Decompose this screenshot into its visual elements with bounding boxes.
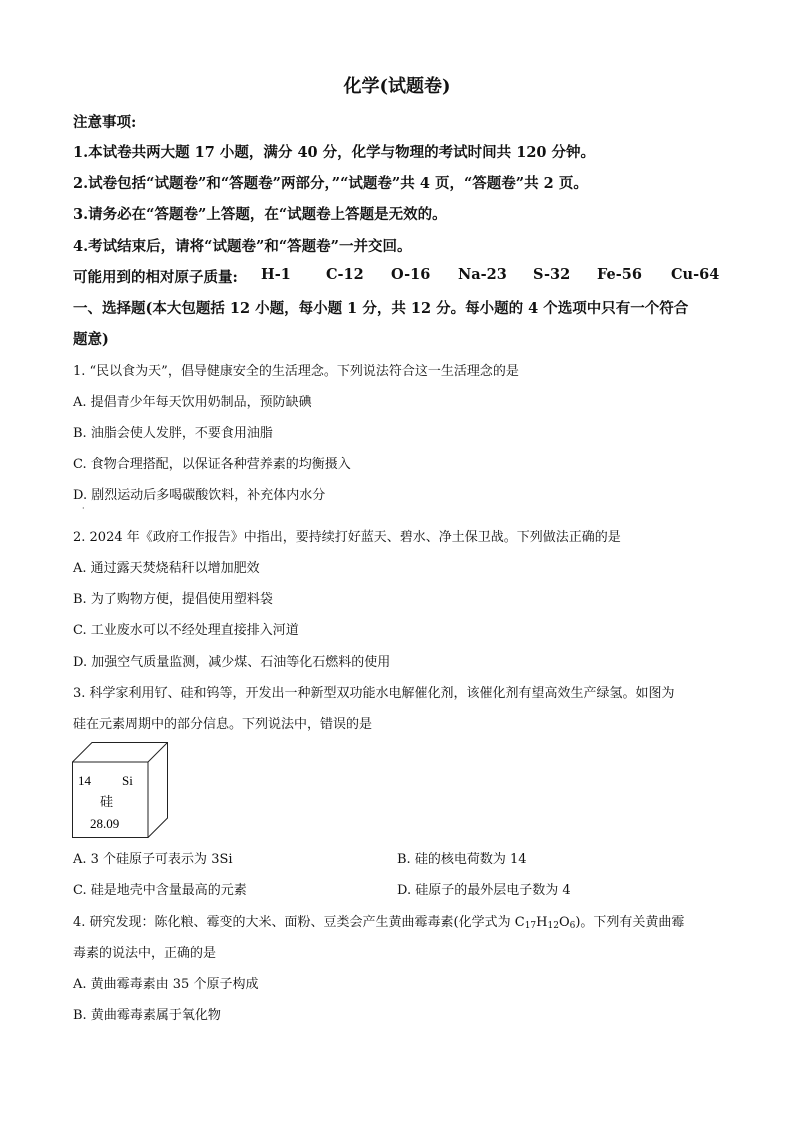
q3-option-a: A. 3 个硅原子可表示为 3Si — [73, 852, 233, 867]
notice-item-4: 4.考试结束后，请将“试题卷”和“答题卷”一并交回。 — [73, 238, 412, 255]
q1-option-d: D. 剧烈运动后多喝碳酸饮料，补充体内水分 — [73, 488, 326, 503]
atomic-mass-o: O-16 — [391, 266, 431, 283]
q2-option-b: B. 为了购物方便，提倡使用塑料袋 — [73, 592, 273, 607]
notice-heading: 注意事项: — [73, 114, 137, 131]
notice-item-3: 3.请务必在“答题卷”上答题，在“试题卷上答题是无效的。 — [73, 206, 447, 223]
q2-stem: 2. 2024 年《政府工作报告》中指出，要持续打好蓝天、碧水、净土保卫战。下列做法正确的是 — [73, 530, 621, 545]
atomic-mass-cu: Cu-64 — [671, 266, 720, 283]
silicon-element-cell — [72, 742, 168, 838]
notice-item-1: 1.本试卷共两大题 17 小题，满分 40 分，化学与物理的考试时间共 120 分钟。 — [73, 144, 596, 161]
q4-formula-sub-o: 6 — [569, 921, 576, 931]
stray-dot-mark: · — [82, 504, 85, 513]
atomic-mass-na: Na-23 — [458, 266, 507, 283]
q3-stem-cont: 硅在元素周期中的部分信息。下列说法中，错误的是 — [73, 717, 373, 732]
q4-stem-text: 4. 研究发现：陈化粮、霉变的大米、面粉、豆类会产生黄曲霉毒素(化学式为 C — [73, 915, 525, 930]
q3-stem: 3. 科学家利用钌、硅和钨等，开发出一种新型双功能水电解催化剂，该催化剂有望高效生产绿氢。如图为 — [73, 686, 675, 701]
q4-option-a: A. 黄曲霉毒素由 35 个原子构成 — [73, 977, 259, 992]
atomic-mass-s: S-32 — [533, 266, 571, 283]
q4-formula-h: H — [536, 915, 548, 930]
q4-formula-sub-c: 17 — [524, 921, 537, 931]
q2-option-d: D. 加强空气质量监测，减少煤、石油等化石燃料的使用 — [73, 655, 391, 670]
element-symbol: Si — [122, 773, 133, 788]
q4-formula-sub-h: 12 — [547, 921, 559, 931]
page-title: 化学(试题卷) — [343, 76, 451, 97]
section-heading: 一、选择题(本大包题括 12 小题，每小题 1 分，共 12 分。每小题的 4 个选项中只有一个符合 — [73, 300, 689, 317]
q2-option-a: A. 通过露天焚烧秸秆以增加肥效 — [73, 561, 260, 576]
q4-option-b: B. 黄曲霉毒素属于氧化物 — [73, 1008, 221, 1023]
notice-item-2: 2.试卷包括“试题卷”和“答题卷”两部分，”“试题卷”共 4 页，“答题卷”共 2 页。 — [73, 175, 588, 192]
element-atomic-number: 14 — [78, 773, 91, 788]
q4-stem-cont: 毒素的说法中，正确的是 — [73, 946, 217, 961]
q1-stem: 1. “民以食为天”，倡导健康安全的生活理念。下列说法符合这一生活理念的是 — [73, 364, 519, 379]
q3-option-d: D. 硅原子的最外层电子数为 4 — [397, 883, 571, 898]
q2-option-c: C. 工业废水可以不经处理直接排入河道 — [73, 623, 299, 638]
atomic-masses-label: 可能用到的相对原子质量: — [73, 269, 238, 286]
atomic-mass-c: C-12 — [326, 266, 364, 283]
q3-option-b: B. 硅的核电荷数为 14 — [397, 852, 527, 867]
element-atomic-mass: 28.09 — [90, 816, 120, 831]
q4-stem — [73, 911, 684, 930]
section-heading-cont: 题意) — [73, 331, 109, 348]
q1-option-a: A. 提倡青少年每天饮用奶制品，预防缺碘 — [73, 395, 312, 410]
q4-stem-text-end: )。下列有关黄曲霉 — [575, 915, 685, 930]
q3-option-c: C. 硅是地壳中含量最高的元素 — [73, 883, 247, 898]
atomic-mass-h: H-1 — [261, 266, 291, 283]
q1-option-c: C. 食物合理搭配，以保证各种营养素的均衡摄入 — [73, 457, 351, 472]
q1-option-b: B. 油脂会使人发胖，不要食用油脂 — [73, 426, 273, 441]
element-name: 硅 — [100, 794, 114, 809]
q4-formula-o: O — [558, 915, 570, 930]
atomic-mass-fe: Fe-56 — [597, 266, 642, 283]
